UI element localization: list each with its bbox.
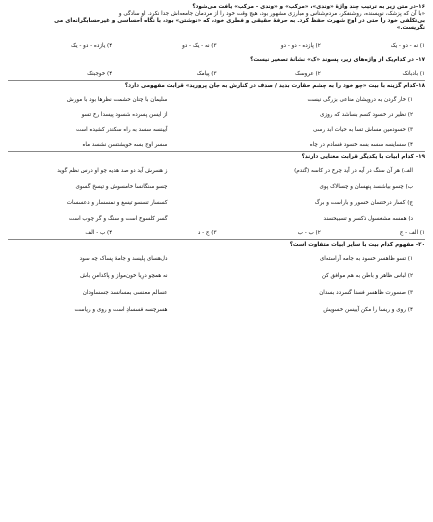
q18-verse-1: سلیمان با چنان حشمت نظرها بود با مورش [66,96,168,103]
q20-option-1[interactable]: ۱) تسو ظاهسر خسود به جامه آراسته‌ای [319,255,413,262]
q20-verse-2: نه همچو درِیا خون‌مواز و پاکدامنِ باش [80,272,168,279]
q17-option-2[interactable]: ۲) عروسک [294,70,321,77]
q17-option-4[interactable]: ۴) خوجبنک [87,70,113,77]
q18-options [8,97,425,149]
q17-option-3[interactable]: ۳) پیامک [196,70,217,77]
q18-verse-3: آیینسه سسد به راه سکندر کشیده است [75,126,168,133]
q16-option-2[interactable]: ۲) پازده - دو - دو [280,42,321,49]
q19-verse-alef: الف) هر آن سنگ در آیه در آید چرخ در کاسه (گندم) [294,167,413,174]
q16-option-1[interactable]: ۱) نه - دو - یک [390,42,425,49]
q18-verse-2: از ایسن پسرده شسود پیسدا رخ تسو [81,111,168,118]
q19-option-1[interactable]: ۱) الف - ج [399,229,425,236]
divider [8,239,425,240]
q18-option-4[interactable]: ۴) سسایسه سسه بسه خسود فسادم در چاه [309,141,413,148]
q20-option-2[interactable]: ۲) لباس ظاهر و باطن به هم موافق کن [321,272,413,279]
q19-option-2[interactable]: ۲) ب - ب [297,229,321,236]
q19-verse-alef-2: ز هسرش آید دو صد هدیه چو او درس نظم گوید [57,167,168,174]
q16-passage-line-2: بی‌تکلفی خود را حتی در اوج شهرت حفظ کرد. به حرفهٔ حقیقی و فطری خود، که «نوشتن» بود، با نگاه احساسی و غیرحسابگرانه‌ای می‌ [54,17,425,24]
q20-verse-4: هسرچسه فسسادِ است و روی و ریاست [74,306,168,313]
q19-title: ۱۹- کدام ابیات با یکدیگر قرابت معنایی دارند؟ [301,153,425,160]
q17-option-1[interactable]: ۱) بادبانک [402,70,425,77]
q20-verse-3: عسالم معنسی بمسانسد جسساودان [82,289,168,296]
divider [8,80,425,81]
q18-option-3[interactable]: ۳) حسودمین مساش تسا به حیات ابد رسی [313,126,413,133]
q16-passage-line-1: «با آن که پزشک، نویسنده، روشنفکر، مردم‌شناس و مبارزی مشهور بود، هیچ وقت خود را از مردمان جامعه‌اش جدا نکرد. او سادگی و [118,10,425,17]
q19-options [8,230,425,237]
q19-option-3[interactable]: ۳) ج - د [197,229,217,236]
q18-option-1[interactable]: ۱) خار گردن به درویشان مناعی بزرگی نیست [307,96,413,103]
q20-option-3[interactable]: ۳) صسورت ظاهسر فسنا گسردد بسدان [319,289,413,296]
q16-option-3[interactable]: ۳) نه - یک - دو [182,42,217,49]
q18-title: ۱۸-کدام گزینه با بیت «چو خود را به چشم حقارت بدید / صدف در کنارش به جان پرورید» قرابت مفهومی دارد؟ [124,82,425,89]
q19-verse-dal: د) همسه مشغسول ذکسر و تسبیحسند [323,215,413,222]
q19-verse-be: ب) چسو بیاشسد پنهسان و چسالاک پوی [319,183,413,190]
q19-option-4[interactable]: ۴) ب - الف [85,229,113,236]
q18-verse-4: سسر اوج بسه خویشتسن نشسد ماه [82,141,168,148]
q16-passage-line-3: نگریست.» [396,24,425,31]
q19-verse-dal-2: گسر کلسوخ است و سنگ و گر چوب است [68,215,168,222]
q18-option-2[interactable]: ۲) نظیر در خسود کسم بساشد که روزی [320,111,413,118]
divider [8,151,425,152]
q20-options [8,256,425,314]
q19-verse-jim: ج) کسار درختسان خسور و باراست و برگ [314,199,413,206]
q19-verses [8,168,425,223]
q19-verse-jim-2: کسسار تسسو تیسغ و نمسسار و دعسسات [66,199,168,206]
q17-title: ۱۷- در کدام‌یک از واژه‌های زیر، پسوند «ک» نشانهٔ تصغیر نیست؟ [250,56,425,63]
q16-title: ۱۶-در متن زیر به ترتیب چند واژهٔ «وندی»، «مرکب» و «وندی - مرکب» یافت می‌شود؟ [192,4,425,10]
q20-verse-1: دل‌هسای پلیسد و جامهٔ پساک چه سود [79,255,168,262]
q20-option-4[interactable]: ۴) روی و ریسا را مکن آییسن خسویش [323,306,413,313]
q16-options [8,43,425,50]
q16-option-4[interactable]: ۴) یازده - دو - یک [70,42,113,49]
q19-verse-be-2: چسو سنگانسا خامسوش و تیسخ گسوی [75,183,168,190]
q20-title: ۲۰- مفهوم کدام بیت با سایر ابیات متفاوت است؟ [289,241,425,248]
q17-options [8,71,425,78]
